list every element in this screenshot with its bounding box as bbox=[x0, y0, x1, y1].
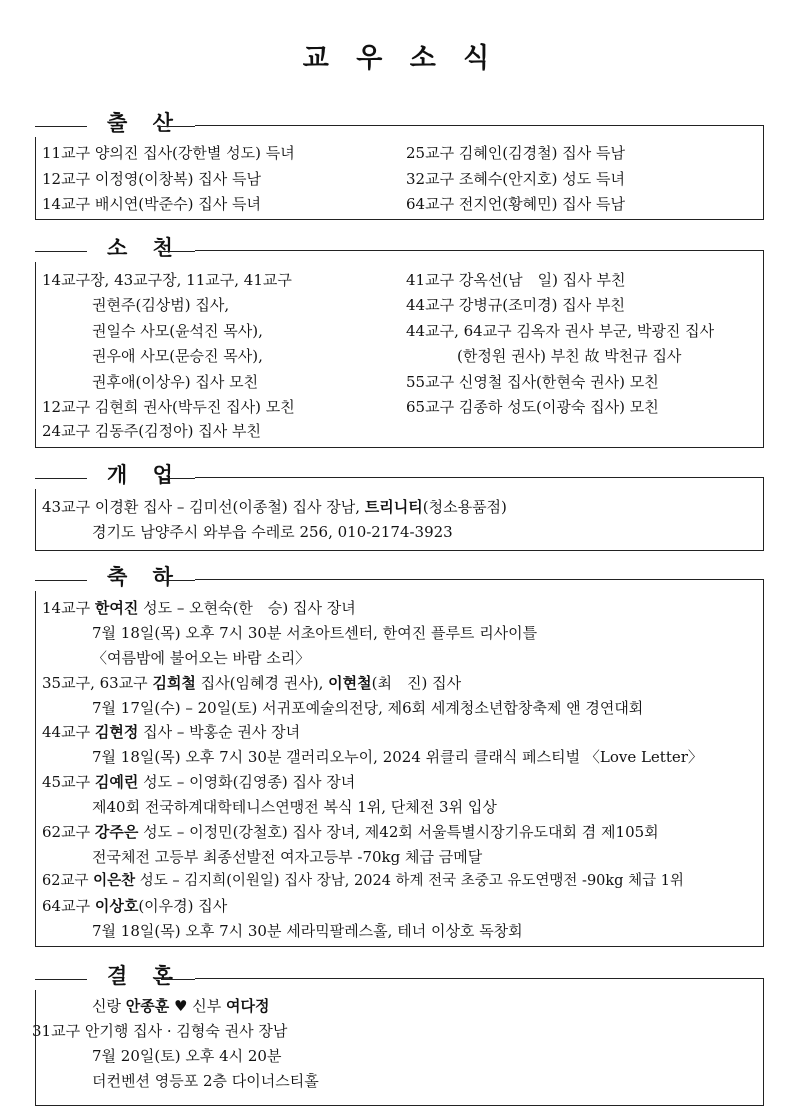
list-item: 32교구 조혜수(안지호) 성도 득녀 bbox=[406, 170, 625, 188]
list-item: 7월 18일(목) 오후 7시 30분 서초아트센터, 한여진 플루트 리사이틀 bbox=[92, 624, 538, 642]
list-item: 권우애 사모(문승진 목사), bbox=[92, 347, 263, 365]
list-item: 62교구 강주은 성도 – 이정민(강철호) 집사 장녀, 제42회 서울특별시장기유도대회 겸 제105회 bbox=[42, 823, 659, 841]
list-item: 12교구 김현희 권사(박두진 집사) 모친 bbox=[42, 398, 295, 416]
list-item: 55교구 신영철 집사(한현숙 권사) 모친 bbox=[406, 373, 659, 391]
congrats-section bbox=[35, 564, 764, 947]
list-item: 14교구 한여진 성도 – 오현숙(한 승) 집사 장녀 bbox=[42, 599, 356, 617]
list-item: 12교구 이정영(이창복) 집사 득남 bbox=[42, 170, 261, 188]
wedding-section bbox=[32, 963, 764, 1106]
opening-section bbox=[35, 462, 764, 551]
page-title: 교 우 소 식 bbox=[302, 43, 499, 74]
list-item: 44교구, 64교구 김옥자 권사 부군, 박광진 집사 bbox=[406, 322, 715, 340]
list-item: 권현주(김상범) 집사, bbox=[92, 296, 230, 314]
list-item: 44교구 강병규(조미경) 집사 부친 bbox=[406, 296, 625, 314]
birth-section bbox=[35, 110, 764, 220]
list-item: 25교구 김혜인(김경철) 집사 득남 bbox=[406, 144, 625, 162]
wedding-venue: 더컨벤션 영등포 2층 다이너스티홀 bbox=[92, 1072, 319, 1090]
opening-line-1: 43교구 이경환 집사 – 김미선(이종철) 집사 장남, 트리니티(청소용품점) bbox=[42, 498, 507, 516]
heart-icon: ♥ bbox=[174, 997, 188, 1015]
congrats-heading: 축 하 bbox=[35, 563, 195, 591]
list-item: 45교구 김예린 성도 – 이영화(김영종) 집사 장녀 bbox=[42, 773, 356, 791]
list-item: 14교구 배시연(박준수) 집사 득녀 bbox=[42, 195, 261, 213]
list-item: 64교구 이상호(이우경) 집사 bbox=[42, 897, 228, 915]
wedding-couple: 신랑 안종훈 ♥ 신부 여다정 bbox=[92, 997, 270, 1015]
wedding-family: 31교구 안기행 집사 · 김형숙 권사 장남 bbox=[32, 1022, 288, 1040]
list-item: 7월 17일(수) – 20일(토) 서귀포예술의전당, 제6회 세계청소년합창축제 앤 경연대회 bbox=[92, 699, 644, 717]
groom-name: 안종훈 bbox=[125, 997, 170, 1015]
list-item: 44교구 김현정 집사 – 박홍순 권사 장녀 bbox=[42, 723, 301, 741]
opening-address: 경기도 남양주시 와부읍 수레로 256, 010-2174-3923 bbox=[92, 523, 453, 541]
business-name: 트리니티 bbox=[364, 498, 423, 516]
condolence-section bbox=[35, 235, 764, 448]
list-item: 62교구 이은찬 성도 – 김지희(이원일) 집사 장남, 2024 하계 전국 초중고 유도연맹전 -90kg 체급 1위 bbox=[42, 872, 684, 889]
list-item: 7월 18일(목) 오후 7시 30분 갤러리오누이, 2024 위클리 클래식 페스티벌 〈Love Letter〉 bbox=[92, 748, 703, 766]
list-item: 65교구 김종하 성도(이광숙 집사) 모친 bbox=[406, 398, 659, 416]
list-item: 전국체전 고등부 최종선발전 여자고등부 -70kg 체급 금메달 bbox=[92, 848, 483, 866]
condolence-heading: 소 천 bbox=[35, 234, 195, 262]
list-item: 24교구 김동주(김정아) 집사 부친 bbox=[42, 422, 261, 440]
list-item: 제40회 전국하계대학테니스연맹전 복식 1위, 단체전 3위 입상 bbox=[92, 798, 497, 816]
opening-heading: 개 업 bbox=[35, 461, 195, 489]
list-item: 〈여름밤에 불어오는 바람 소리〉 bbox=[92, 649, 311, 667]
wedding-heading: 결 혼 bbox=[35, 962, 195, 990]
list-item: 35교구, 63교구 김희철 집사(임혜경 권사), 이현철(최 진) 집사 bbox=[42, 674, 462, 692]
wedding-date: 7월 20일(토) 오후 4시 20분 bbox=[92, 1047, 282, 1065]
list-item: 14교구장, 43교구장, 11교구, 41교구 bbox=[42, 271, 292, 289]
list-item: 권일수 사모(윤석진 목사), bbox=[92, 322, 263, 340]
list-item: 권후애(이상우) 집사 모친 bbox=[92, 373, 259, 391]
list-item: 11교구 양의진 집사(강한별 성도) 득녀 bbox=[42, 144, 295, 162]
list-item: 64교구 전지언(황혜민) 집사 득남 bbox=[406, 195, 625, 213]
list-item: (한정원 권사) 부친 故 박천규 집사 bbox=[457, 347, 682, 365]
birth-heading: 출 산 bbox=[35, 109, 195, 137]
list-item: 7월 18일(목) 오후 7시 30분 세라믹팔레스홀, 테너 이상호 독창회 bbox=[92, 922, 523, 940]
bride-name: 여다정 bbox=[226, 997, 270, 1015]
list-item: 41교구 강옥선(남 일) 집사 부친 bbox=[406, 271, 626, 289]
